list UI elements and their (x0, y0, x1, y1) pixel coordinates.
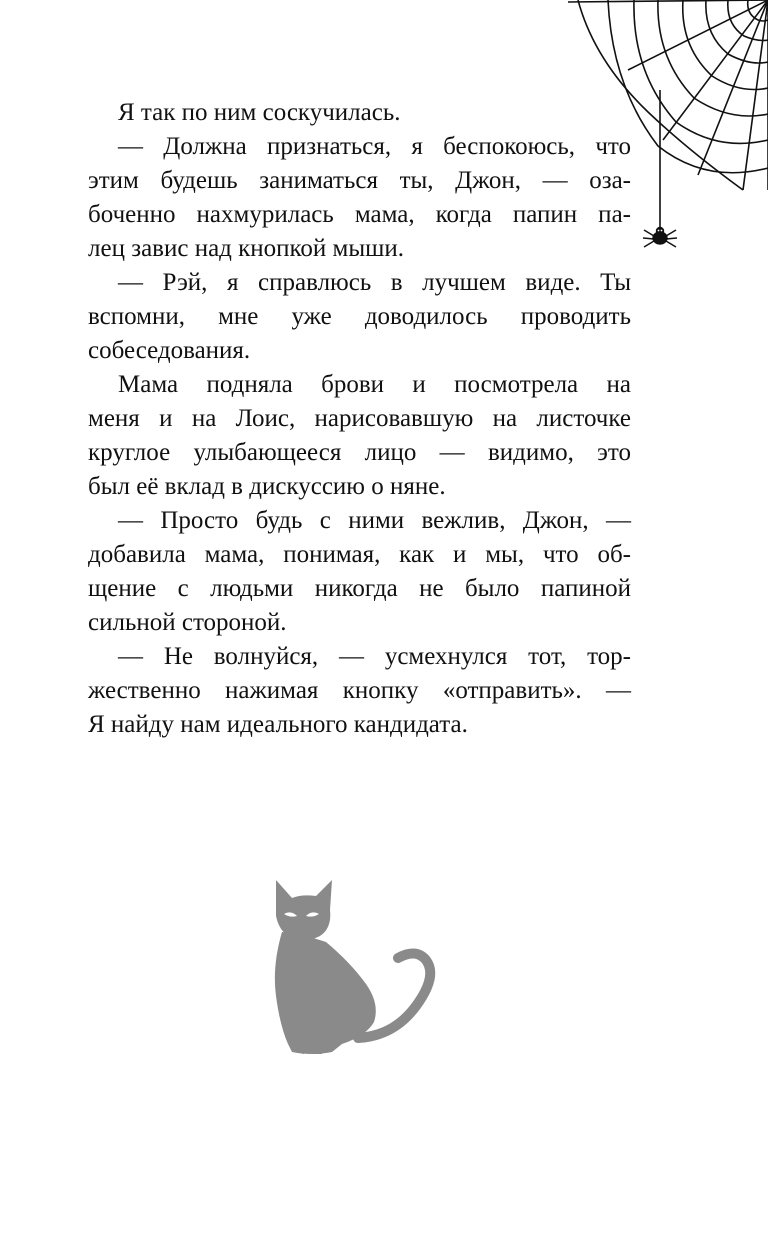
text-line: боченно нахмурилась мама, когда папин па- (88, 201, 631, 228)
text-line: добавила мама, понимая, как и мы, что об- (88, 541, 631, 568)
black-cat-silhouette-icon (262, 876, 442, 1061)
text-line: меня и на Лоис, нарисовавшую на листочке (88, 405, 631, 432)
text-line: был её вклад в дискуссию о няне. (88, 473, 446, 500)
text-line: Мама подняла брови и посмотрела на (118, 371, 631, 398)
text-line: — Просто будь с ними вежлив, Джон, — (118, 507, 631, 534)
text-line: жественно нажимая кнопку «отправить». — (88, 677, 631, 704)
text-line: круглое улыбающееся лицо — видимо, это (88, 439, 631, 466)
text-line: — Должна признаться, я беспокоюсь, что (118, 133, 631, 160)
text-line: лец завис над кнопкой мыши. (88, 235, 405, 262)
text-line: собеседования. (88, 337, 251, 364)
text-line: сильной стороной. (88, 609, 287, 636)
page-text (88, 96, 631, 742)
text-line: Я так по ним соскучилась. (118, 99, 401, 126)
text-line: этим будешь заниматься ты, Джон, — оза- (88, 167, 631, 194)
text-line: щение с людьми никогда не было папиной (88, 575, 631, 602)
text-line: Я найду нам идеального кандидата. (88, 711, 468, 738)
spider-icon (643, 228, 677, 248)
text-line: — Рэй, я справлюсь в лучшем виде. Ты (118, 269, 631, 296)
text-line: вспомни, мне уже доводилось проводить (88, 303, 631, 330)
text-line: — Не волнуйся, — усмехнулся тот, тор- (118, 643, 631, 670)
